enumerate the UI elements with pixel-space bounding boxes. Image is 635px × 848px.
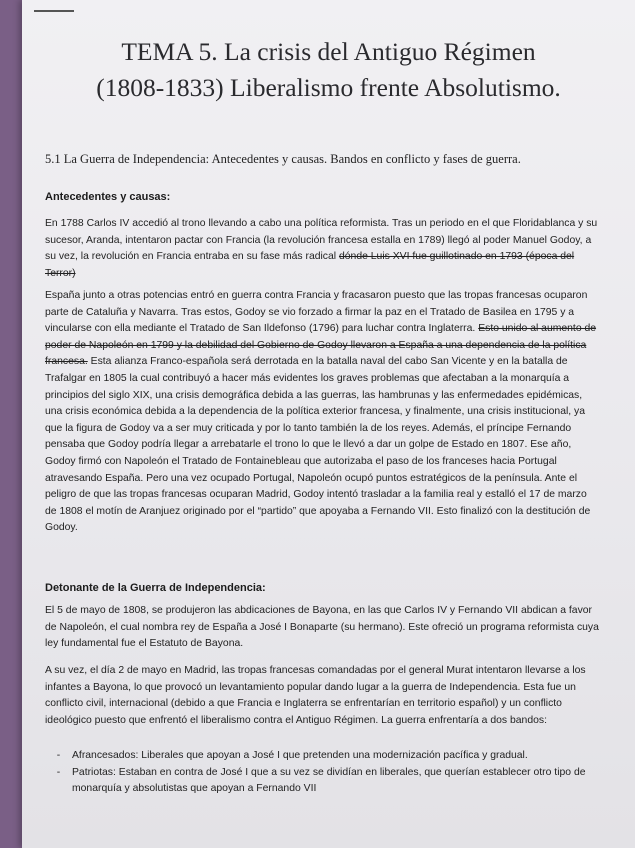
section1-paragraph-2 <box>45 288 600 537</box>
list-item-text: Patriotas: Estaban en contra de José I que a su vez se dividían en liberales, que querían establecer otro tipo de monarquía y absolutistas que apoyan a Fernando VII <box>72 766 586 795</box>
paragraph-text: En 1788 Carlos IV accedió al trono llevando a cabo una política reformista. Tras un periodo en el que Floridablanca y su sucesor, Aranda, intentaron pactar con Francia (la revolución francesa estalla en 1789) llegó al poder Manuel Godoy, a su vez, la revolución en Francia entraba en su fase más radical <box>45 218 598 263</box>
list-item-text: Afrancesados: Liberales que apoyan a José I que pretenden una modernización pacífica y gradual. <box>72 750 528 761</box>
section2-paragraph-2: A su vez, el día 2 de mayo en Madrid, las tropas francesas comandadas por el general Murat intentaron llevarse a los infantes a Bayona, lo que provocó un levantamiento popular dando lugar a la guerra de Independencia. Esta fue un conflicto civil, internacional (debido a que Francia e Inglaterra se enfrentarían en territorio español) y un conflicto ideológico puesto que enfrentó el liberalismo contra el Antiguo Régimen. La guerra enfrentaría a dos bandos: <box>45 665 586 726</box>
section1-paragraph-1 <box>45 216 600 282</box>
section-subheading: 5.1 La Guerra de Independencia: Antecedentes y causas. Bandos en conflicto y fases de guerra. <box>45 152 521 166</box>
document-page <box>22 0 635 848</box>
list-item <box>45 748 605 765</box>
paragraph-text: España junto a otras potencias entró en guerra contra Francia y fracasaron puesto que las tropas francesas ocuparon parte de Cataluña y Navarra. Tras estos, Godoy se vio forzado a firmar la paz en el Tratado de Basilea en 1795 y a vincularse con ella mediante el Tratado de San Ildefonso (1796) para luchar contra Inglaterra. <box>45 290 588 335</box>
struck-text: dónde Luis XVI fue guillotinado en 1793 (época del Terror) <box>45 251 575 279</box>
struck-text: Esto unido al aumento de poder de Napoleón en 1799 y la debilidad del Gobierno de Godoy llevaron a España a una dependencia de la política francesa. <box>45 323 597 368</box>
paragraph-text: Esta alianza Franco-española será derrotada en la batalla naval del cabo San Vicente y en la batalla de Trafalgar en 1805 la cual contribuyó a hacer más evidentes los graves problemas que afectaban a la monarquía a principios del siglo XIX, una crisis demográfica debida a las guerras, las hambrunas y las enfermedades epidémicas, una crisis económica debida a la dependencia de la política exterior francesa, y finalmente, una crisis institucional, ya que la figura de Godoy va a ser muy criticada y por lo tanto también la de los reyes. Además, el príncipe Fernando pensaba que Godoy podría llegar a arrebatarle el trono lo que le llevó a dar un golpe de Estado en 1807. Ese año, Godoy firmó con Napoleón el Tratado de Fontainebleau que autorizaba el paso de los franceses hacia Portugal atravesando España. Pero una vez ocupado Portugal, Napoleón ocupó puntos estratégicos de la península. Ante el peligro de que las tropas francesas ocuparan Madrid, Godoy intentó trasladar a la familia real y estalló el 17 de marzo de 1808 el motín de Aranjuez originado por el “partido” que apoyaba a Fernando VII. Esto finalizó con la destitución de Godoy. <box>45 356 591 534</box>
page-title <box>22 34 635 106</box>
pen-mark <box>34 10 74 12</box>
section2-paragraph-1: El 5 de mayo de 1808, se produjeron las abdicaciones de Bayona, en las que Carlos IV y Fernando VII abdican a favor de Napoleón, el cual nombra rey de España a José I Bonaparte (su hermano). Este ofreció un programa reformista cuya ley fundamental fue el Estatuto de Bayona. <box>45 605 599 650</box>
section1-heading: Antecedentes y causas: <box>45 191 171 203</box>
list-item <box>45 765 605 798</box>
section2-heading: Detonante de la Guerra de Independencia: <box>45 582 266 594</box>
bandos-list <box>45 748 605 798</box>
title-line-1: TEMA 5. La crisis del Antiguo Régimen <box>121 37 536 66</box>
title-line-2: (1808-1833) Liberalismo frente Absolutismo. <box>96 73 561 102</box>
bullet-marker: - <box>56 750 61 761</box>
bullet-marker: - <box>56 766 61 778</box>
